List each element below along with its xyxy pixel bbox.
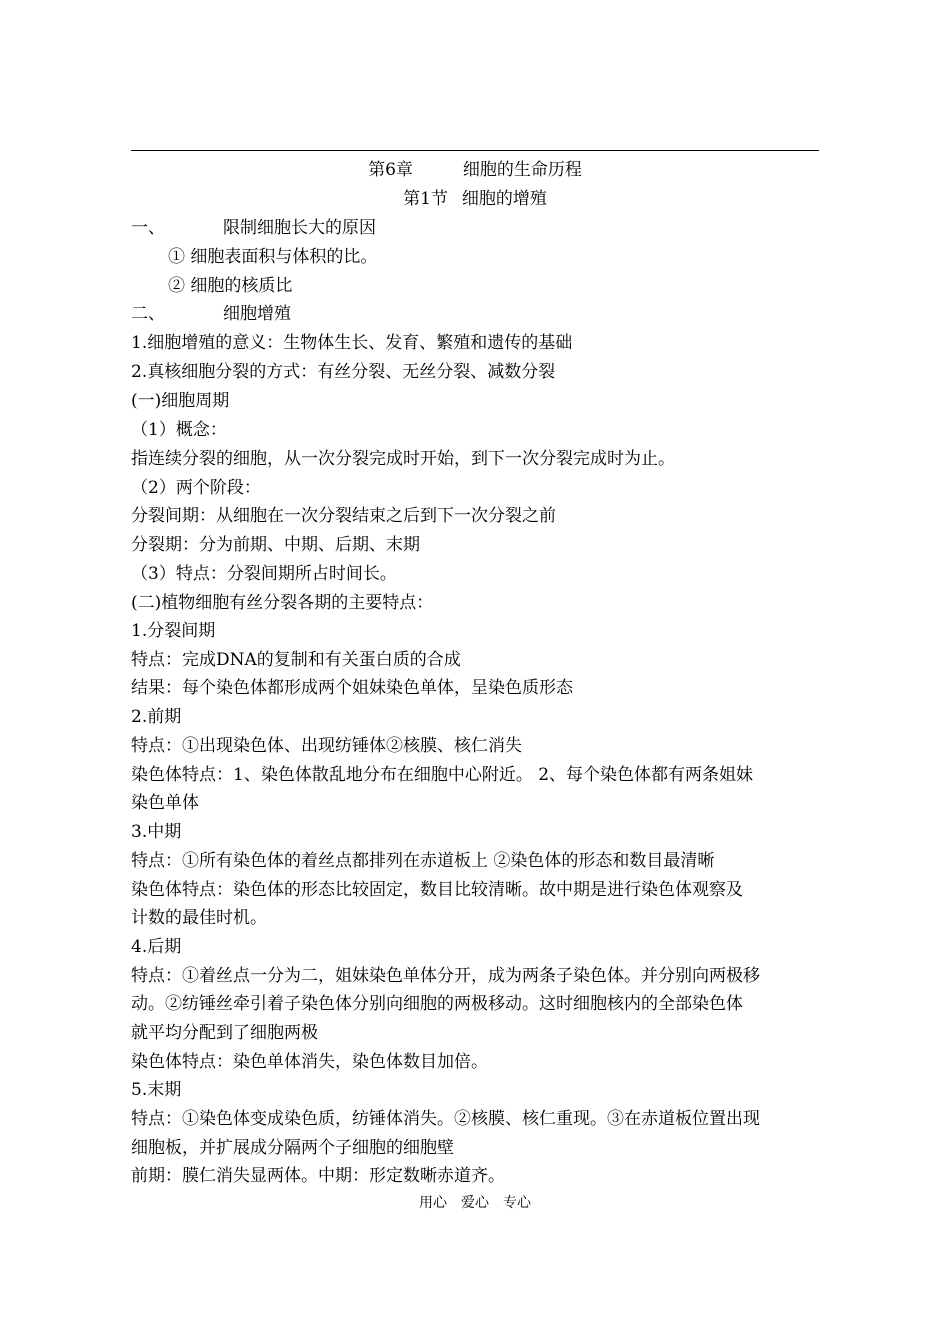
text-line: 2.真核细胞分裂的方式：有丝分裂、无丝分裂、减数分裂 <box>131 362 556 382</box>
heading-one <box>131 218 821 238</box>
section-heading <box>131 189 819 209</box>
text-line: (二)植物细胞有丝分裂各期的主要特点： <box>131 593 434 613</box>
text-line: 计数的最佳时机。 <box>131 908 267 928</box>
text-line: 特点：①着丝点一分为二，姐妹染色单体分开，成为两条子染色体。并分别向两极移 <box>131 966 760 986</box>
heading-one-number: 一、 <box>131 218 165 238</box>
text-line: (一)细胞周期 <box>131 391 230 411</box>
text-line: 染色体特点：染色体的形态比较固定，数目比较清晰。故中期是进行染色体观察及 <box>131 880 743 900</box>
text-line: 3.中期 <box>131 822 182 842</box>
text-line: 就平均分配到了细胞两极 <box>131 1023 318 1043</box>
text-line: 动。②纺锤丝牵引着子染色体分别向细胞的两极移动。这时细胞核内的全部染色体 <box>131 994 743 1014</box>
text-line: 细胞板，并扩展成分隔两个子细胞的细胞壁 <box>131 1138 454 1158</box>
text-line: 指连续分裂的细胞，从一次分裂完成时开始，到下一次分裂完成时为止。 <box>131 449 675 469</box>
text-line: 特点：完成DNA的复制和有关蛋白质的合成 <box>131 650 461 670</box>
text-line: 染色体特点：染色单体消失，染色体数目加倍。 <box>131 1052 488 1072</box>
text-line: 前期：膜仁消失显两体。中期：形定数晰赤道齐。 <box>131 1166 505 1186</box>
header-rule <box>131 150 819 151</box>
text-line: 1.分裂间期 <box>131 621 216 641</box>
chapter-number: 第6章 <box>368 160 413 180</box>
page-footer: 用心 爱心 专心 <box>419 1195 531 1211</box>
text-line: 结果：每个染色体都形成两个姐妹染色单体，呈染色质形态 <box>131 678 573 698</box>
text-line: 4.后期 <box>131 937 182 957</box>
text-line: 特点：①所有染色体的着丝点都排列在赤道板上 ②染色体的形态和数目最清晰 <box>131 851 715 871</box>
text-line: （1）概念： <box>131 420 227 440</box>
heading-two-number: 二、 <box>131 304 165 324</box>
text-line: 1.细胞增殖的意义：生物体生长、发育、繁殖和遗传的基础 <box>131 333 573 353</box>
text-line: 特点：①出现染色体、出现纺锤体②核膜、核仁消失 <box>131 736 522 756</box>
heading-two <box>131 304 821 324</box>
text-line: 5.末期 <box>131 1080 182 1100</box>
text-line: （3）特点：分裂间期所占时间长。 <box>131 564 397 584</box>
chapter-title: 细胞的生命历程 <box>462 160 582 180</box>
heading-one-text: 限制细胞长大的原因 <box>223 218 376 238</box>
text-line: 染色体特点：1、染色体散乱地分布在细胞中心附近。 2、每个染色体都有两条姐妹 <box>131 765 754 785</box>
list-item: ① 细胞表面积与体积的比。 <box>168 247 378 267</box>
list-item: ② 细胞的核质比 <box>168 276 293 296</box>
section-number: 第1节 <box>403 189 448 209</box>
text-line: 分裂期：分为前期、中期、后期、末期 <box>131 535 420 555</box>
text-line: 染色单体 <box>131 793 199 813</box>
section-title: 细胞的增殖 <box>461 189 547 209</box>
text-line: （2）两个阶段： <box>131 478 261 498</box>
text-line: 2.前期 <box>131 707 182 727</box>
heading-two-text: 细胞增殖 <box>223 304 291 324</box>
chapter-heading <box>131 160 819 180</box>
text-line: 特点：①染色体变成染色质，纺锤体消失。②核膜、核仁重现。③在赤道板位置出现 <box>131 1109 760 1129</box>
text-line: 分裂间期：从细胞在一次分裂结束之后到下一次分裂之前 <box>131 506 556 526</box>
